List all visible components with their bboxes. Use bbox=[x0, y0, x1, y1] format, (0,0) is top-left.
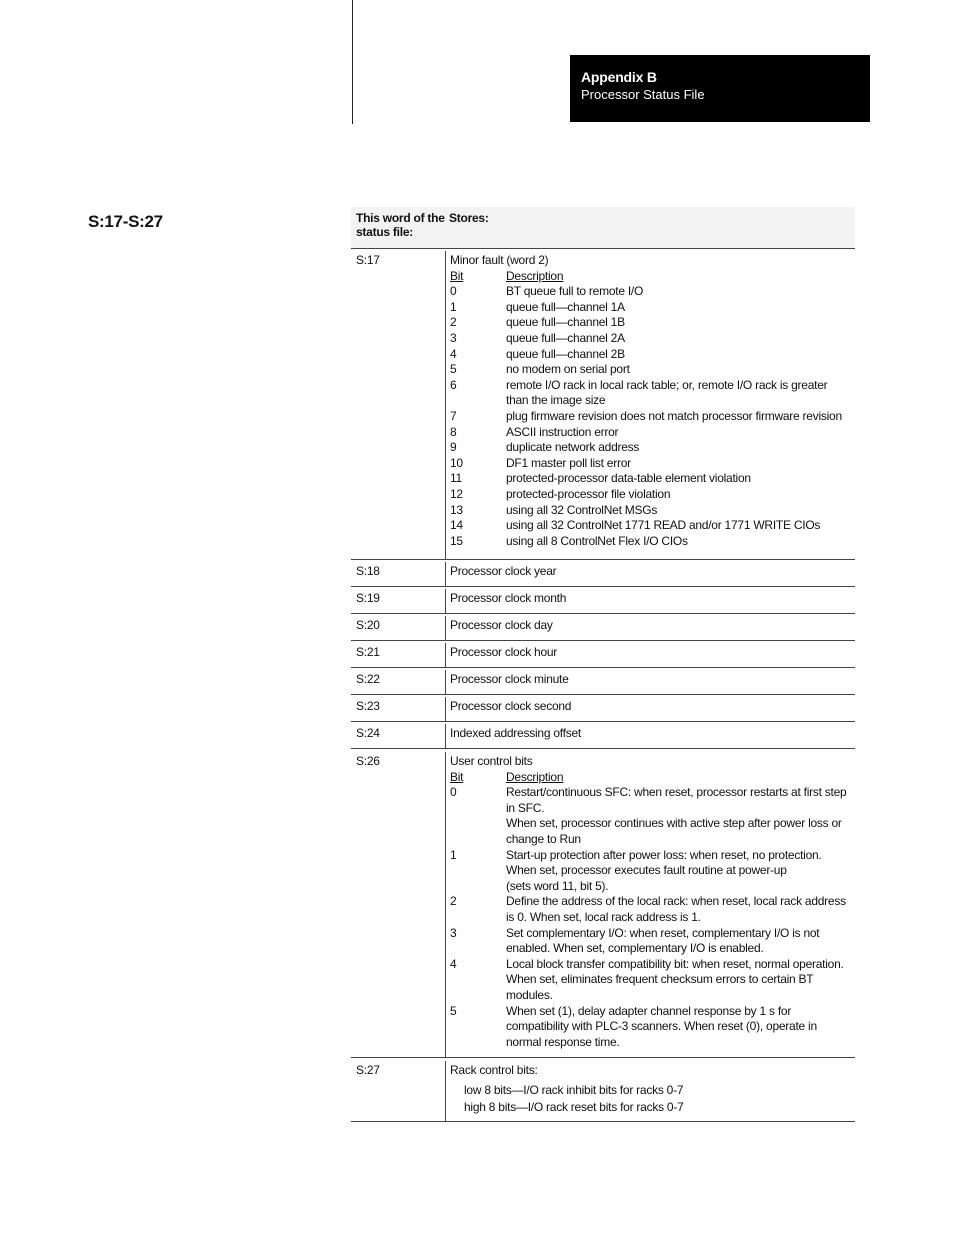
bit-description: Restart/continuous SFC: when reset, processor restarts at first step in SFC. bbox=[506, 785, 847, 815]
bit-description: queue full—channel 2B bbox=[506, 346, 625, 361]
appendix-header bbox=[570, 55, 870, 122]
bit-description: protected-processor data-table element violation bbox=[506, 471, 751, 486]
bit-description: protected-processor file violation bbox=[506, 486, 671, 501]
table-row-s24 bbox=[351, 722, 855, 749]
bit-line bbox=[450, 362, 849, 378]
bit-number: 4 bbox=[450, 346, 457, 361]
stores-cell: Indexed addressing offset bbox=[445, 724, 855, 748]
bit-description-continued: When set, processor executes fault routine at power-up (sets word 11, bit 5). bbox=[506, 863, 787, 893]
bit-number: 10 bbox=[450, 455, 463, 470]
bit-description: Set complementary I/O: when reset, complementary I/O is not enabled. When set, complementary I/O is enabled. bbox=[506, 925, 820, 956]
word-cell: S:24 bbox=[356, 726, 380, 740]
appendix-subtitle: Processor Status File bbox=[581, 87, 705, 102]
status-file-table bbox=[351, 207, 855, 1122]
row-title: Rack control bits: bbox=[450, 1063, 538, 1077]
bit-line bbox=[450, 518, 849, 534]
word-cell: S:22 bbox=[356, 672, 380, 686]
stores-cell: Processor clock month bbox=[445, 589, 855, 613]
word-cell: S:18 bbox=[356, 564, 380, 578]
word-column-header: This word of the status file: bbox=[356, 211, 445, 239]
bit-line bbox=[450, 1004, 849, 1051]
bit-line bbox=[450, 471, 849, 487]
bit-number: 5 bbox=[450, 1003, 457, 1018]
bit-line bbox=[450, 503, 849, 519]
stores-cell: Processor clock day bbox=[445, 616, 855, 640]
table-row-s17 bbox=[351, 251, 855, 560]
table-row-s27 bbox=[351, 1058, 855, 1122]
bit-line bbox=[450, 785, 849, 847]
stores-cell bbox=[445, 752, 855, 1057]
word-cell: S:21 bbox=[356, 645, 380, 659]
appendix-title: Appendix B bbox=[581, 69, 657, 85]
bit-number: 11 bbox=[450, 471, 462, 486]
bit-number: 3 bbox=[450, 330, 457, 345]
row-title: User control bits bbox=[450, 754, 533, 768]
bit-description: queue full—channel 1B bbox=[506, 315, 625, 330]
stores-cell: Processor clock second bbox=[445, 697, 855, 721]
bit-line bbox=[450, 331, 849, 347]
bit-number: 13 bbox=[450, 502, 463, 517]
bit-description: using all 32 ControlNet 1771 READ and/or 1771 WRITE CIOs bbox=[506, 518, 821, 533]
bit-line bbox=[450, 848, 849, 895]
bit-description: using all 32 ControlNet MSGs bbox=[506, 502, 658, 517]
bit-description: Define the address of the local rack: when reset, local rack address is 0. When set, local rack address is 1. bbox=[506, 894, 846, 924]
bit-line bbox=[450, 926, 849, 957]
bit-number: 4 bbox=[450, 956, 457, 971]
bit-number: 12 bbox=[450, 486, 463, 501]
bit-description: duplicate network address bbox=[506, 440, 640, 455]
table-header bbox=[351, 207, 855, 249]
stores-column-header: Stores: bbox=[449, 211, 489, 225]
table-row-s19 bbox=[351, 587, 855, 614]
bit-number: 5 bbox=[450, 362, 457, 377]
table-row-s23 bbox=[351, 695, 855, 722]
bit-number: 6 bbox=[450, 377, 457, 392]
bit-description: DF1 master poll list error bbox=[506, 455, 631, 470]
bit-description: When set (1), delay adapter channel response by 1 s for compatibility with PLC-3 scanners. When reset (0), operate in normal response time. bbox=[506, 1003, 817, 1049]
stores-cell bbox=[445, 251, 855, 559]
low-bits-description: low 8 bits—I/O rack inhibit bits for racks 0-7 bbox=[464, 1082, 684, 1097]
bit-header: Bit bbox=[450, 268, 464, 283]
word-cell: S:19 bbox=[356, 591, 380, 605]
word-cell: S:17 bbox=[356, 253, 380, 267]
bit-header: Bit bbox=[450, 769, 464, 784]
stores-cell: Processor clock hour bbox=[445, 643, 855, 667]
bit-line bbox=[450, 534, 849, 550]
word-cell: S:20 bbox=[356, 618, 380, 632]
margin-rule bbox=[352, 0, 353, 124]
stores-cell: Processor clock year bbox=[445, 562, 855, 586]
bit-description: plug firmware revision does not match processor firmware revision bbox=[506, 408, 842, 423]
bit-line bbox=[450, 347, 849, 363]
stores-cell: Processor clock minute bbox=[445, 670, 855, 694]
bit-number: 3 bbox=[450, 925, 457, 940]
description-header: Description bbox=[506, 769, 564, 784]
bit-line bbox=[450, 284, 849, 300]
bit-line bbox=[450, 378, 849, 409]
bit-number: 2 bbox=[450, 315, 457, 330]
bit-number: 15 bbox=[450, 533, 463, 548]
table-row-s26 bbox=[351, 749, 855, 1058]
bit-line bbox=[450, 456, 849, 472]
bit-number: 0 bbox=[450, 284, 457, 299]
table-row-s21 bbox=[351, 641, 855, 668]
bit-header-line bbox=[450, 269, 849, 285]
bit-line bbox=[450, 300, 849, 316]
table-row-s20 bbox=[351, 614, 855, 641]
word-cell: S:27 bbox=[356, 1063, 380, 1077]
section-title: S:17-S:27 bbox=[88, 212, 163, 231]
bit-line bbox=[450, 425, 849, 441]
stores-cell bbox=[445, 1061, 855, 1121]
bit-line bbox=[450, 487, 849, 503]
bit-number: 0 bbox=[450, 785, 457, 800]
table-row-s18 bbox=[351, 560, 855, 587]
bit-number: 14 bbox=[450, 518, 463, 533]
bit-description: Start-up protection after power loss: when reset, no protection. bbox=[506, 847, 822, 862]
high-bits-description: high 8 bits—I/O rack reset bits for racks 0-7 bbox=[464, 1100, 684, 1115]
bit-number: 9 bbox=[450, 440, 457, 455]
word-cell: S:26 bbox=[356, 754, 380, 768]
bit-description: no modem on serial port bbox=[506, 362, 630, 377]
table-row-s22 bbox=[351, 668, 855, 695]
bit-description: using all 8 ControlNet Flex I/O CIOs bbox=[506, 533, 688, 548]
bit-number: 2 bbox=[450, 894, 457, 909]
bit-description: queue full—channel 2A bbox=[506, 330, 625, 345]
bit-line bbox=[450, 315, 849, 331]
bit-description: BT queue full to remote I/O bbox=[506, 284, 644, 299]
word-cell: S:23 bbox=[356, 699, 380, 713]
bit-description: ASCII instruction error bbox=[506, 424, 619, 439]
bit-description: queue full—channel 1A bbox=[506, 299, 625, 314]
bit-description: remote I/O rack in local rack table; or, remote I/O rack is greater than the image size bbox=[506, 377, 828, 408]
bit-description: Local block transfer compatibility bit: when reset, normal operation. When set, eliminates frequent checksum errors to certain BT modules. bbox=[506, 956, 844, 1002]
bit-number: 7 bbox=[450, 408, 457, 423]
bit-line bbox=[450, 894, 849, 925]
bit-number: 1 bbox=[450, 847, 457, 862]
description-header: Description bbox=[506, 268, 564, 283]
bit-line bbox=[450, 409, 849, 425]
bit-number: 8 bbox=[450, 424, 457, 439]
bit-number: 1 bbox=[450, 299, 457, 314]
bit-description-continued: When set, processor continues with active step after power loss or change to Run bbox=[506, 816, 842, 846]
bit-line bbox=[450, 957, 849, 1004]
row-title: Minor fault (word 2) bbox=[450, 253, 549, 267]
bit-header-line bbox=[450, 770, 849, 786]
bit-line bbox=[450, 440, 849, 456]
